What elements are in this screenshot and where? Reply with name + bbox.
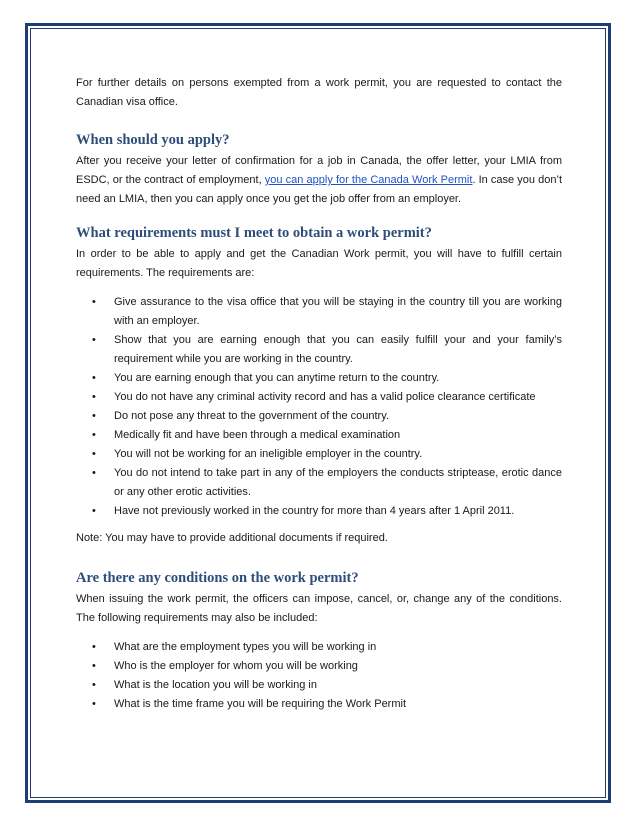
requirements-intro: In order to be able to apply and get the Canadian Work permit, you will have to fulfill certain requirements. The requirements are: — [76, 248, 562, 279]
apply-work-permit-link[interactable]: you can apply for the Canada Work Permit — [264, 174, 473, 186]
when-to-apply-paragraph — [76, 152, 562, 209]
list-item: • Give assurance to the visa office that you will be staying in the country till you are working with an employer. — [76, 293, 562, 331]
list-item: • Who is the employer for whom you will be working — [76, 657, 562, 676]
bullet-icon: • — [92, 334, 96, 346]
list-item: • What is the time frame you will be requiring the Work Permit — [76, 695, 562, 714]
requirements-list — [76, 293, 562, 521]
section-requirements — [76, 223, 562, 548]
list-item: • Medically fit and have been through a medical examination — [76, 426, 562, 445]
conditions-list — [76, 638, 562, 714]
bullet-icon: • — [92, 448, 96, 460]
bullet-icon: • — [92, 679, 96, 691]
heading-conditions: Are there any conditions on the work permit? — [76, 570, 359, 586]
bullet-icon: • — [92, 467, 96, 479]
intro-paragraph: For further details on persons exempted from a work permit, you are requested to contact the Canadian visa office. — [76, 77, 562, 108]
list-item: • Do not pose any threat to the government of the country. — [76, 407, 562, 426]
list-item: • Show that you are earning enough that you can easily fulfill your and your family’s requirement while you are working in the country. — [76, 331, 562, 369]
bullet-icon: • — [92, 410, 96, 422]
conditions-intro: When issuing the work permit, the officers can impose, cancel, or, change any of the conditions. The following requirements may also be included: — [76, 593, 562, 624]
list-item: • What are the employment types you will be working in — [76, 638, 562, 657]
document-body — [76, 74, 562, 722]
bullet-icon: • — [92, 698, 96, 710]
heading-when-to-apply: When should you apply? — [76, 132, 230, 148]
bullet-icon: • — [92, 505, 96, 517]
note-paragraph: Note: You may have to provide additional documents if required. — [76, 532, 388, 544]
when-to-apply-text-2: . In case you don’t need an LMIA, then you can apply once you get the job offer from an employer. — [76, 174, 562, 205]
list-item: • You are earning enough that you can anytime return to the country. — [76, 369, 562, 388]
list-item: • What is the location you will be working in — [76, 676, 562, 695]
list-item: • Have not previously worked in the country for more than 4 years after 1 April 2011. — [76, 502, 562, 521]
bullet-icon: • — [92, 641, 96, 653]
bullet-icon: • — [92, 660, 96, 672]
bullet-icon: • — [92, 391, 96, 403]
bullet-icon: • — [92, 429, 96, 441]
bullet-icon: • — [92, 372, 96, 384]
list-item: • You will not be working for an ineligible employer in the country. — [76, 445, 562, 464]
list-item: • You do not intend to take part in any of the employers the conducts striptease, erotic dance or any other erotic activities. — [76, 464, 562, 502]
section-when-to-apply — [76, 130, 562, 209]
section-conditions — [76, 568, 562, 714]
heading-requirements: What requirements must I meet to obtain a work permit? — [76, 225, 432, 241]
when-to-apply-text-1: After you receive your letter of confirmation for a job in Canada, the offer letter, your LMIA from ESDC, or the contract of employment, — [76, 155, 562, 186]
bullet-icon: • — [92, 296, 96, 308]
list-item: • You do not have any criminal activity record and has a valid police clearance certificate — [76, 388, 562, 407]
